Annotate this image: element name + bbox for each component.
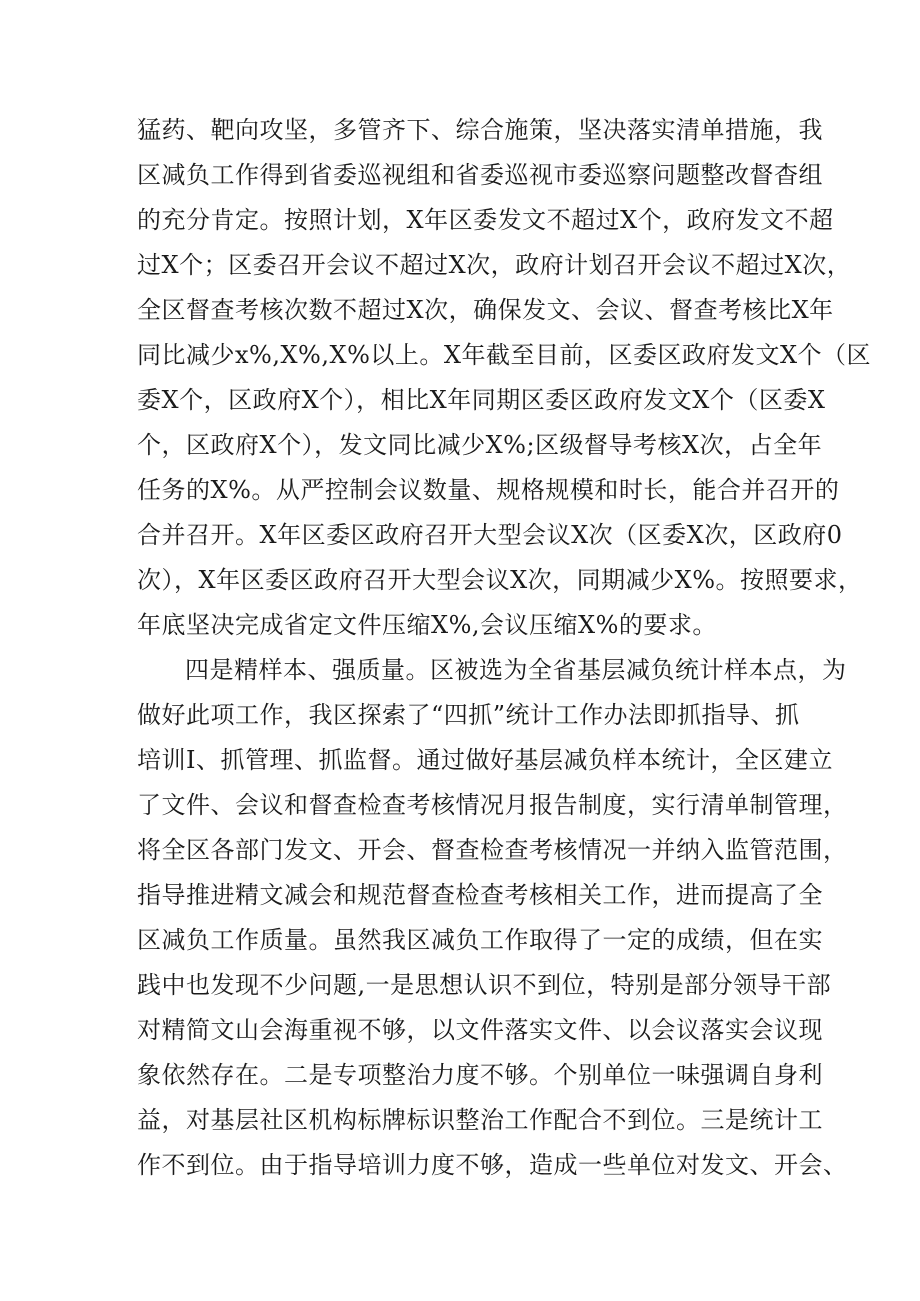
text-line-24: 作不到位。由于指导培训力度不够，造成一些单位对发文、开会、 xyxy=(137,1151,848,1179)
text-line-12: 年底坚决完成省定文件压缩X%,会议压缩X%的要求。 xyxy=(137,611,717,639)
text-line-2: 区减负工作得到省委巡视组和省委巡视市委巡察问题整改督杳组 xyxy=(137,161,823,189)
text-line-19: 区减负工作质量。虽然我区减负工作取得了一定的成绩，但在实 xyxy=(137,926,823,954)
text-line-14: 做好此项工作，我区探索了“四抓”统计工作办法即抓指导、抓 xyxy=(137,701,800,729)
text-line-17: 将全区各部门发文、开会、督查检查考核情况一并纳入监管范围， xyxy=(137,836,848,864)
text-line-9: 任务的X%。从严控制会议数量、规格规模和时长，能合并召开的 xyxy=(137,476,840,504)
text-line-11: 次），X年区委区政府召开大型会议X次，同期减少X%。按照要求， xyxy=(137,566,863,594)
text-line-6: 同比减少x%,X%,X%以上。X年截至目前，区委区政府发文X个（区 xyxy=(137,341,872,369)
text-line-16: 了文件、会议和督查检查考核情况月报告制度，实行清单制管理， xyxy=(137,791,848,819)
text-line-4: 过X个；区委召开会议不超过X次，政府计划召开会议不超过X次， xyxy=(137,251,852,279)
text-line-8: 个，区政府X个），发文同比减少X%;区级督导考核X次，占全年 xyxy=(137,431,823,459)
text-line-23: 益，对基层社区机构标牌标识整治工作配合不到位。三是统计工 xyxy=(137,1106,823,1134)
text-line-21: 对精简文山会海重视不够，以文件落实文件、以会议落实会议现 xyxy=(137,1016,823,1044)
text-line-7: 委X个，区政府X个），相比X年同期区委区政府发文X个（区委X xyxy=(137,386,826,414)
text-line-15: 培训I、抓管理、抓监督。通过做好基层减负样本统计，全区建立 xyxy=(137,746,833,774)
text-line-10: 合并召开。X年区委区政府召开大型会议X次（区委X次，区政府0 xyxy=(137,521,843,549)
text-line-20: 践中也发现不少问题,一是思想认识不到位，特别是部分领导干部 xyxy=(137,971,832,999)
text-line-1: 猛药、靶向攻坚，多管齐下、综合施策，坚决落实清单措施，我 xyxy=(137,116,823,144)
text-line-3: 的充分肯定。按照计划，X年区委发文不超过X个，政府发文不超 xyxy=(137,206,834,234)
text-line-18: 指导推进精文减会和规范督查检查考核相关工作，进而提高了全 xyxy=(137,881,823,909)
text-line-5: 全区督查考核次数不超过X次，确保发文、会议、督查考核比X年 xyxy=(137,296,834,324)
text-line-22: 象依然存在。二是专项整治力度不够。个别单位一味强调自身利 xyxy=(137,1061,823,1089)
paragraph-start-line: 四是精样本、强质量。区被选为全省基层减负统计样本点，为 xyxy=(185,656,847,684)
